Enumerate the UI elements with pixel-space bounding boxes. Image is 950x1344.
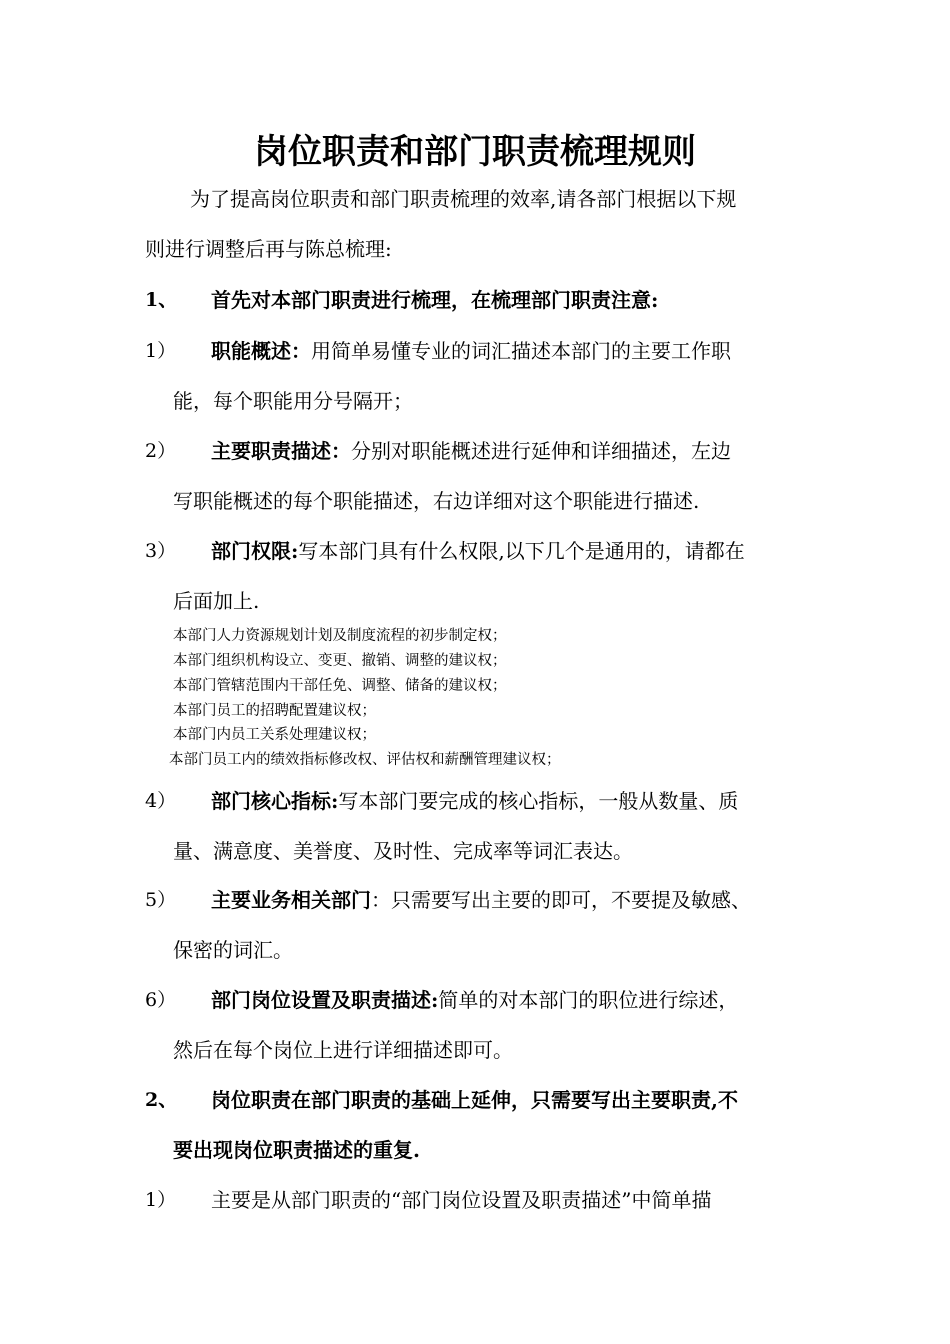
item-4-continuation: 量、满意度、美誉度、及时性、完成率等词汇表达。 bbox=[173, 839, 633, 863]
item-2-text: 分别对职能概述进行延伸和详细描述，左边 bbox=[351, 439, 731, 463]
item-1-continuation: 能，每个职能用分号隔开； bbox=[173, 389, 413, 413]
permission-item-1: 本部门人力资源规划计划及制度流程的初步制定权； bbox=[173, 628, 507, 644]
item-4-label: 部门核心指标: bbox=[211, 789, 339, 813]
item-5-line bbox=[211, 885, 751, 915]
section-1-heading: 首先对本部门职责进行梳理，在梳理部门职责注意: bbox=[211, 288, 659, 312]
item-6-number: 6） bbox=[145, 989, 177, 1011]
item-1-text: 用简单易懂专业的词汇描述本部门的主要工作职 bbox=[311, 339, 731, 363]
document-title: 岗位职责和部门职责梳理规则 bbox=[254, 132, 696, 172]
item-3-text: 写本部门具有什么权限,以下几个是通用的，请都在 bbox=[298, 539, 745, 563]
section-2-item-1-text: 主要是从部门职责的“部门岗位设置及职责描述”中简单描 bbox=[211, 1188, 712, 1212]
item-4-line bbox=[211, 786, 738, 816]
intro-line-2: 则进行调整后再与陈总梳理: bbox=[145, 237, 392, 261]
permission-item-5: 本部门内员工关系处理建议权； bbox=[173, 727, 376, 743]
item-2-continuation: 写职能概述的每个职能描述，右边详细对这个职能进行描述. bbox=[173, 489, 700, 513]
item-3-continuation: 后面加上. bbox=[173, 589, 260, 613]
item-2-line bbox=[211, 436, 731, 466]
section-2-heading: 岗位职责在部门职责的基础上延伸，只需要写出主要职责,不 bbox=[211, 1088, 738, 1112]
item-3-label: 部门权限: bbox=[211, 539, 299, 563]
item-3-line bbox=[211, 536, 745, 566]
section-2-continuation: 要出现岗位职责描述的重复. bbox=[173, 1138, 420, 1162]
item-1-number: 1） bbox=[145, 340, 177, 362]
item-5-number: 5） bbox=[145, 889, 177, 911]
intro-line-1: 为了提高岗位职责和部门职责梳理的效率,请各部门根据以下规 bbox=[190, 187, 737, 211]
item-6-line bbox=[211, 985, 738, 1015]
item-6-text: 简单的对本部门的职位进行综述， bbox=[438, 988, 739, 1012]
item-4-number: 4） bbox=[145, 790, 177, 812]
section-1-number: 1、 bbox=[145, 289, 178, 311]
item-2-label: 主要职责描述： bbox=[211, 439, 351, 463]
section-2-number: 2、 bbox=[145, 1089, 178, 1111]
permission-item-3: 本部门管辖范围内干部任免、调整、储备的建议权； bbox=[173, 678, 507, 694]
permission-item-6: 本部门员工内的绩效指标修改权、评估权和薪酬管理建议权； bbox=[169, 752, 561, 768]
item-2-number: 2） bbox=[145, 440, 177, 462]
item-1-label: 职能概述： bbox=[211, 339, 311, 363]
permission-item-4: 本部门员工的招聘配置建议权； bbox=[173, 703, 376, 719]
section-2-item-1-number: 1） bbox=[145, 1189, 177, 1211]
item-5-continuation: 保密的词汇。 bbox=[173, 938, 293, 962]
permission-item-2: 本部门组织机构设立、变更、撤销、调整的建议权； bbox=[173, 653, 507, 669]
item-3-number: 3） bbox=[145, 540, 177, 562]
item-5-text: ：只需要写出主要的即可，不要提及敏感、 bbox=[371, 888, 751, 912]
item-6-label: 部门岗位设置及职责描述: bbox=[211, 988, 439, 1012]
item-6-continuation: 然后在每个岗位上进行详细描述即可。 bbox=[173, 1038, 513, 1062]
item-4-text: 写本部门要完成的核心指标，一般从数量、质 bbox=[338, 789, 739, 813]
item-1-line bbox=[211, 336, 731, 366]
item-5-label: 主要业务相关部门 bbox=[211, 888, 371, 912]
